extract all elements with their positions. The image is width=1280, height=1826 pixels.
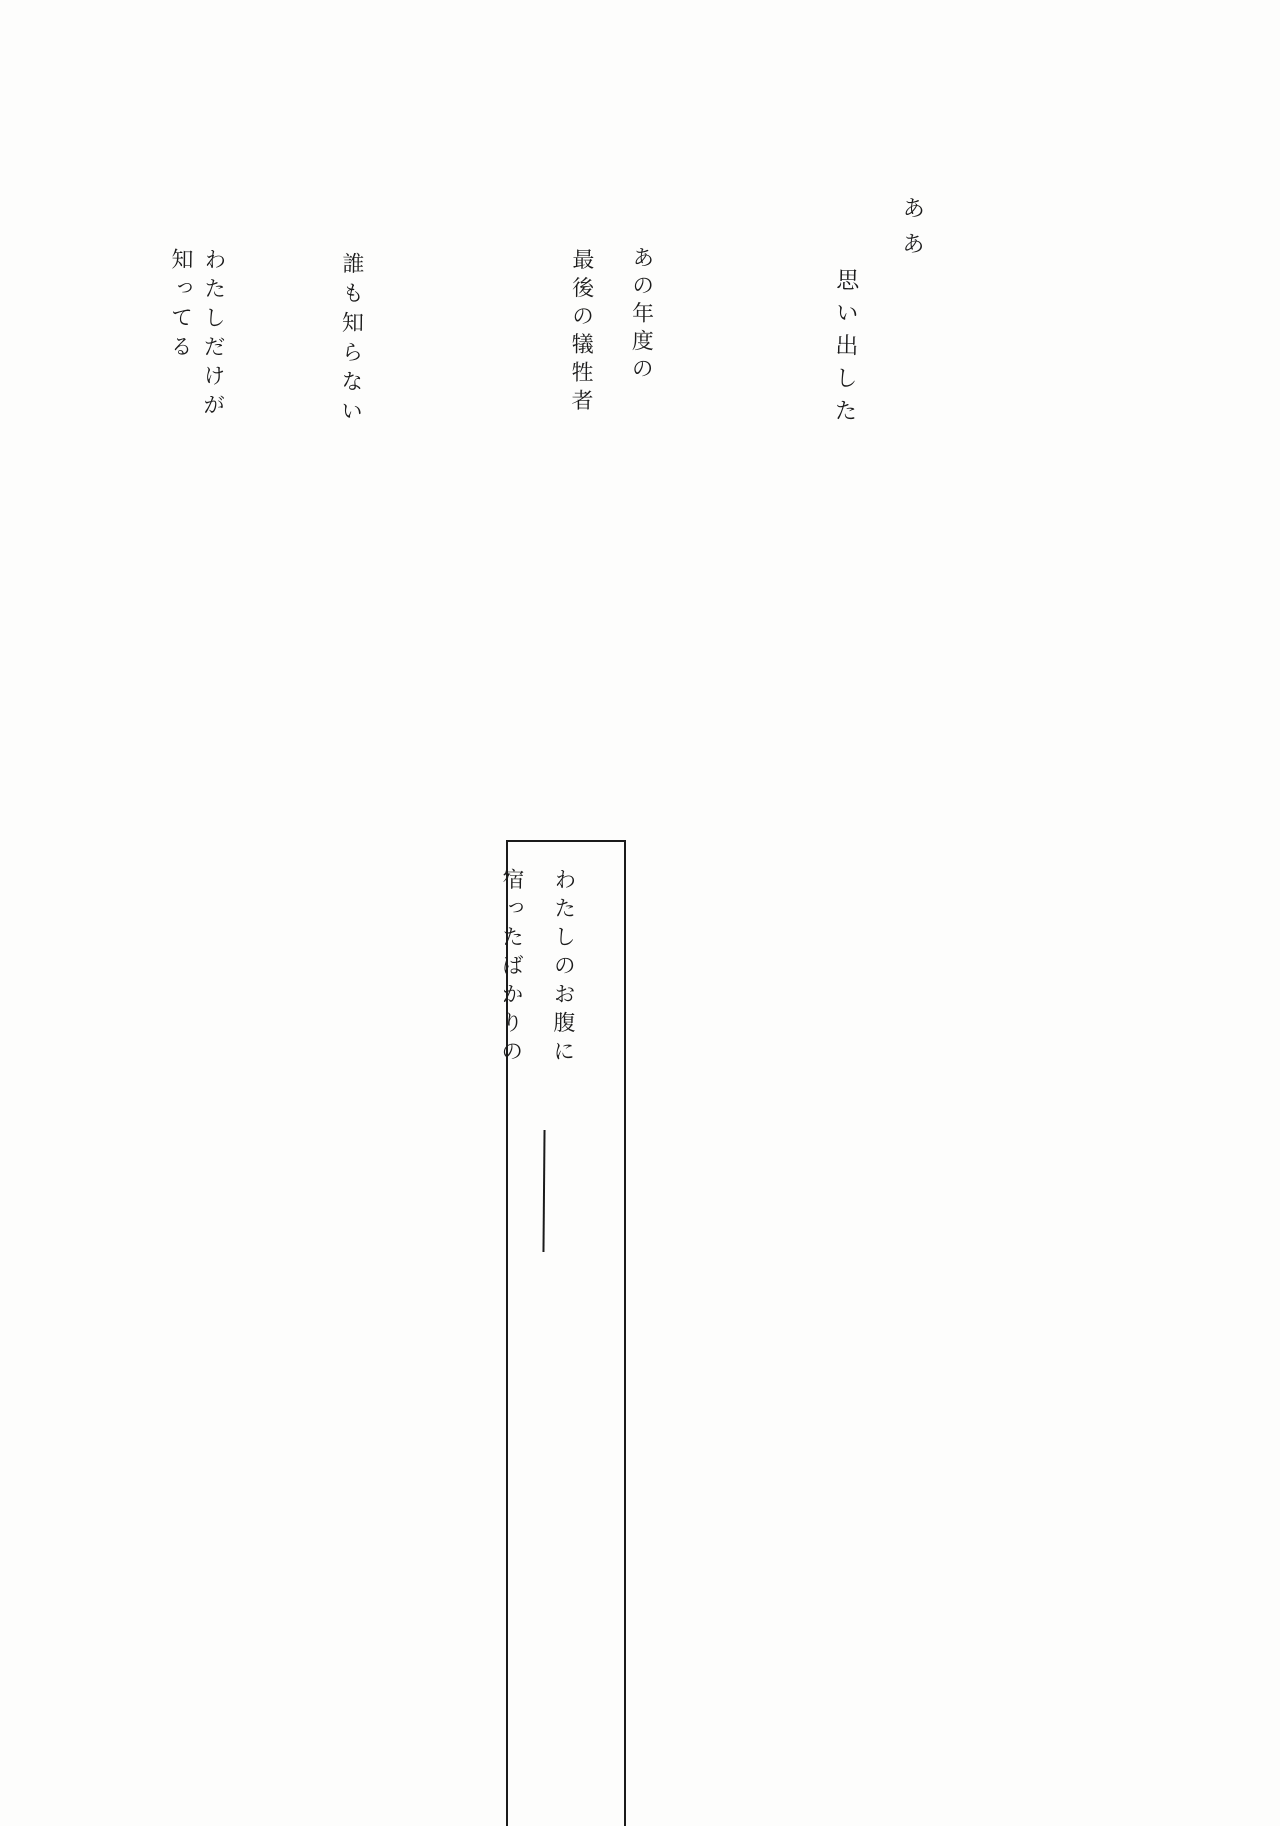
panel-line-watashi-no-onaka-ni: わたしのお腹に (549, 867, 577, 1069)
monologue-line-saigo: 最後の犠牲者 (567, 247, 595, 417)
monologue-line-aa: ああ (897, 195, 925, 268)
panel-line-yadotta-bakari-no: 宿ったばかりの (497, 867, 525, 1069)
monologue-line-daremo: 誰も知らない (337, 251, 365, 429)
monologue-line-anotoshi: あの年度の (628, 245, 655, 385)
monologue-line-omoidashita: 思い出した (829, 267, 859, 432)
monologue-line-watashi-dake-ga-shitteru: わたしだけが 知ってる (166, 247, 227, 423)
